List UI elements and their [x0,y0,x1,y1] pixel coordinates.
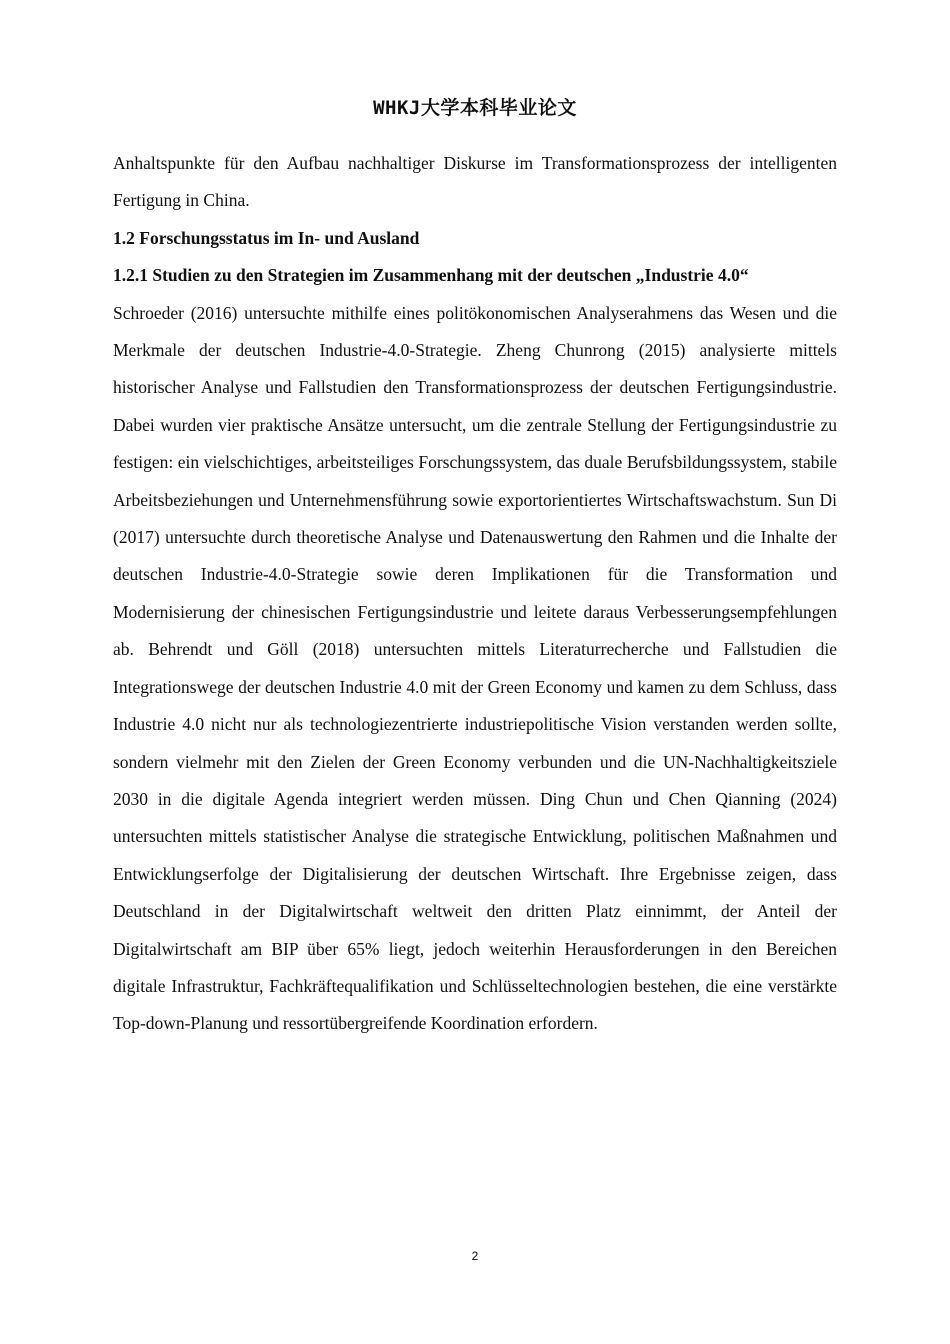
page-body [113,145,837,1043]
intro-paragraph: Anhaltspunkte für den Aufbau nachhaltiger Diskurse im Transformationsprozess der intelligenten Fertigung in China. [113,153,837,211]
running-header-title: WHKJ大学本科毕业论文 [373,97,577,119]
page-number: 2 [471,1249,479,1263]
subsection-heading: 1.2.1 Studien zu den Strategien im Zusammenhang mit der deutschen „Industrie 4.0“ [113,265,749,286]
section-heading: 1.2 Forschungsstatus im In- und Ausland [113,227,420,248]
body-paragraph: Schroeder (2016) untersuchte mithilfe eines politökonomischen Analyserahmens das Wesen und die Merkmale der deutschen Industrie-4.0-Strategie. Zheng Chunrong (2015) analysierte mittels historischer Analyse und Fallstudien den Transformationsprozess der deutschen Fertigungsindustrie. Dabei wurden vier praktische Ansätze untersucht, um die zentrale Stellung der Fertigungsindustrie zu festigen: ein vielschichtiges, arbeitsteiliges Forschungssystem, das duale Berufsbildungssystem, stabile Arbeitsbeziehungen und Unternehmensführung sowie exportorientiertes Wirtschaftswachstum. Sun Di (2017) untersuchte durch theoretische Analyse und Datenauswertung den Rahmen und die Inhalte der deutschen Industrie-4.0-Strategie sowie deren Implikationen für die Transformation und Modernisierung der chinesischen Fertigungsindustrie und leitete daraus Verbesserungsempfehlungen ab. Behrendt und Göll (2018) untersuchten mittels Literaturrecherche und Fallstudien die Integrationswege der deutschen Industrie 4.0 mit der Green Economy und kamen zu dem Schluss, dass Industrie 4.0 nicht nur als technologiezentrierte industriepolitische Vision verstanden werden sollte, sondern vielmehr mit den Zielen der Green Economy verbunden und die UN-Nachhaltigkeitsziele 2030 in die digitale Agenda integriert werden müssen. Ding Chun und Chen Qianning (2024) untersuchten mittels statistischer Analyse die strategische Entwicklung, politischen Maßnahmen und Entwicklungserfolge der Digitalisierung der deutschen Wirtschaft. Ihre Ergebnisse zeigen, dass Deutschland in der Digitalwirtschaft weltweit den dritten Platz einnimmt, der Anteil der Digitalwirtschaft am BIP über 65% liegt, jedoch weiterhin Herausforderungen in den Bereichen digitale Infrastruktur, Fachkräftequalifikation und Schlüsseltechnologien bestehen, die eine verstärkte Top-down-Planung und ressortübergreifende Koordination erfordern. [113,302,837,1034]
